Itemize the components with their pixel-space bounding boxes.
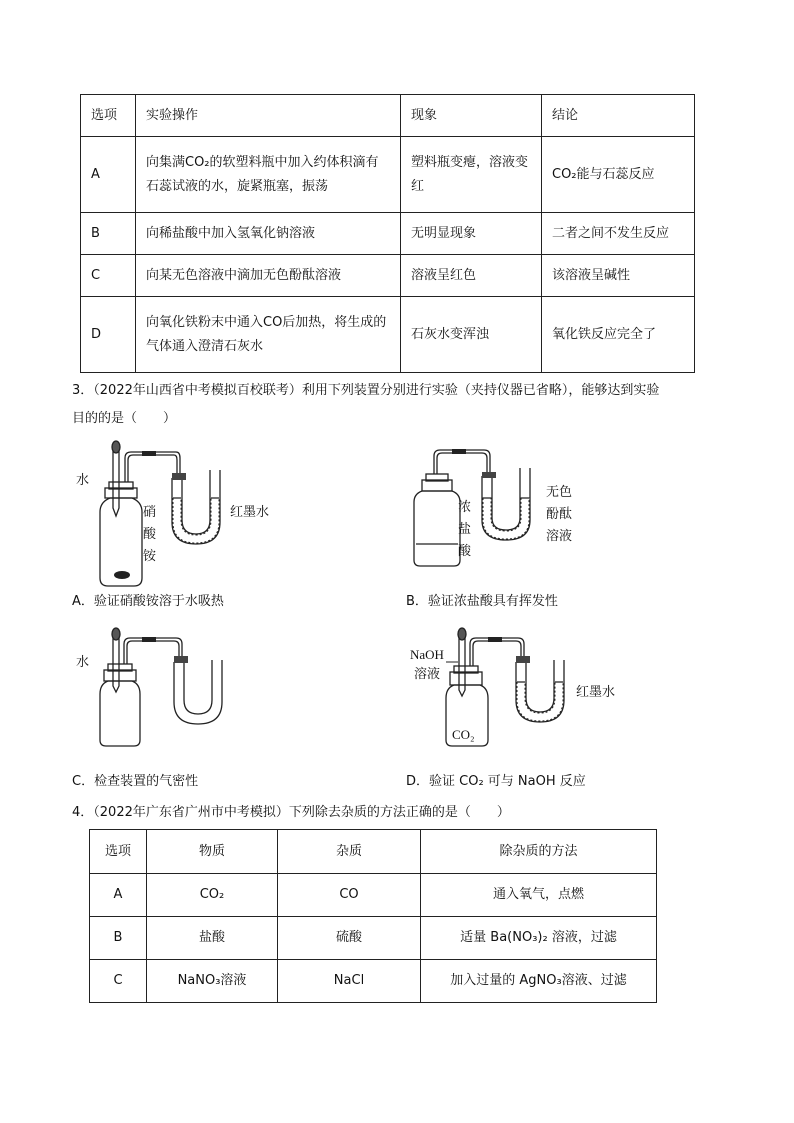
substance-cell: NaNO₃溶液: [147, 960, 278, 1003]
acid-label: 浓: [458, 500, 472, 515]
indicator-label: 酚酞: [546, 507, 573, 522]
conclusion-cell: CO₂能与石蕊反应: [542, 137, 695, 213]
table-header-row: [81, 95, 695, 137]
indicator-label: 无色: [546, 485, 573, 500]
figure-c-apparatus: [76, 626, 276, 752]
figure-b: [408, 448, 608, 578]
conclusion-cell: 二者之间不发生反应: [542, 213, 695, 255]
water-label: 水: [76, 655, 90, 670]
option-b: B．验证浓盐酸具有挥发性: [406, 594, 558, 609]
naoh-label: NaOH: [410, 647, 444, 662]
operation-cell: 向氧化铁粉末中通入CO后加热，将生成的气体通入澄清石灰水: [136, 297, 401, 373]
table-row: [90, 917, 657, 960]
substance-cell: CO₂: [147, 874, 278, 917]
solid-label: 酸: [143, 527, 157, 542]
header-cell: 结论: [542, 95, 695, 137]
table-row: [81, 255, 695, 297]
ink-label: 红墨水: [576, 685, 616, 700]
operation-cell: 向集满CO₂的软塑料瓶中加入约体积滴有石蕊试液的水，旋紧瓶塞，振荡: [136, 137, 401, 213]
solid-label: 硝: [143, 505, 157, 520]
solution-label: 溶液: [414, 667, 441, 682]
option-c: C．检查装置的气密性: [72, 774, 199, 789]
operation-cell: 向某无色溶液中滴加无色酚酞溶液: [136, 255, 401, 297]
acid-label: 盐: [458, 522, 472, 537]
option-cell: B: [90, 917, 147, 960]
question-4-text: 4．（2022年广东省广州市中考模拟）下列除去杂质的方法正确的是（ ）: [72, 805, 510, 820]
method-cell: 通入氧气，点燃: [421, 874, 657, 917]
water-label: 水: [76, 473, 90, 488]
table-header-row: [90, 830, 657, 874]
impurity-table: [89, 829, 657, 1003]
figure-a-apparatus: [76, 440, 376, 590]
gas-label: CO₂: [452, 727, 475, 742]
question-3-text-cont: 目的的是（ ）: [72, 411, 177, 426]
phenomenon-cell: 无明显现象: [401, 213, 542, 255]
phenomenon-cell: 塑料瓶变瘪，溶液变红: [401, 137, 542, 213]
impurity-cell: 硫酸: [278, 917, 421, 960]
acid-label: 酸: [458, 544, 472, 559]
table-row: [90, 960, 657, 1003]
figure-a: [76, 440, 376, 590]
header-cell: 实验操作: [136, 95, 401, 137]
table-row: [81, 297, 695, 373]
table-row: [81, 213, 695, 255]
option-cell: B: [81, 213, 136, 255]
method-cell: 加入过量的 AgNO₃溶液、过滤: [421, 960, 657, 1003]
figure-d: [408, 626, 638, 752]
header-cell: 物质: [147, 830, 278, 874]
solid-label: 铵: [143, 549, 157, 564]
ink-label: 红墨水: [230, 505, 270, 520]
substance-cell: 盐酸: [147, 917, 278, 960]
conclusion-cell: 该溶液呈碱性: [542, 255, 695, 297]
phenomenon-cell: 溶液呈红色: [401, 255, 542, 297]
header-cell: 现象: [401, 95, 542, 137]
impurity-cell: NaCl: [278, 960, 421, 1003]
operation-cell: 向稀盐酸中加入氢氧化钠溶液: [136, 213, 401, 255]
experiment-table: [80, 94, 695, 373]
method-cell: 适量 Ba(NO₃)₂ 溶液，过滤: [421, 917, 657, 960]
header-cell: 杂质: [278, 830, 421, 874]
header-cell: 除杂质的方法: [421, 830, 657, 874]
option-a: A．验证硝酸铵溶于水吸热: [72, 594, 224, 609]
header-cell: 选项: [90, 830, 147, 874]
option-cell: A: [90, 874, 147, 917]
header-cell: 选项: [81, 95, 136, 137]
impurity-cell: CO: [278, 874, 421, 917]
option-cell: A: [81, 137, 136, 213]
indicator-label: 溶液: [546, 529, 573, 544]
figure-c: [76, 626, 276, 752]
question-3-text: 3．（2022年山西省中考模拟百校联考）利用下列装置分别进行实验（夹持仪器已省略），能够达到实验: [72, 383, 660, 398]
option-cell: C: [90, 960, 147, 1003]
option-d: D．验证 CO₂ 可与 NaOH 反应: [406, 774, 586, 789]
option-cell: D: [81, 297, 136, 373]
conclusion-cell: 氧化铁反应完全了: [542, 297, 695, 373]
option-cell: C: [81, 255, 136, 297]
table-row: [81, 137, 695, 213]
phenomenon-cell: 石灰水变浑浊: [401, 297, 542, 373]
table-row: [90, 874, 657, 917]
figure-b-apparatus: [408, 448, 608, 578]
